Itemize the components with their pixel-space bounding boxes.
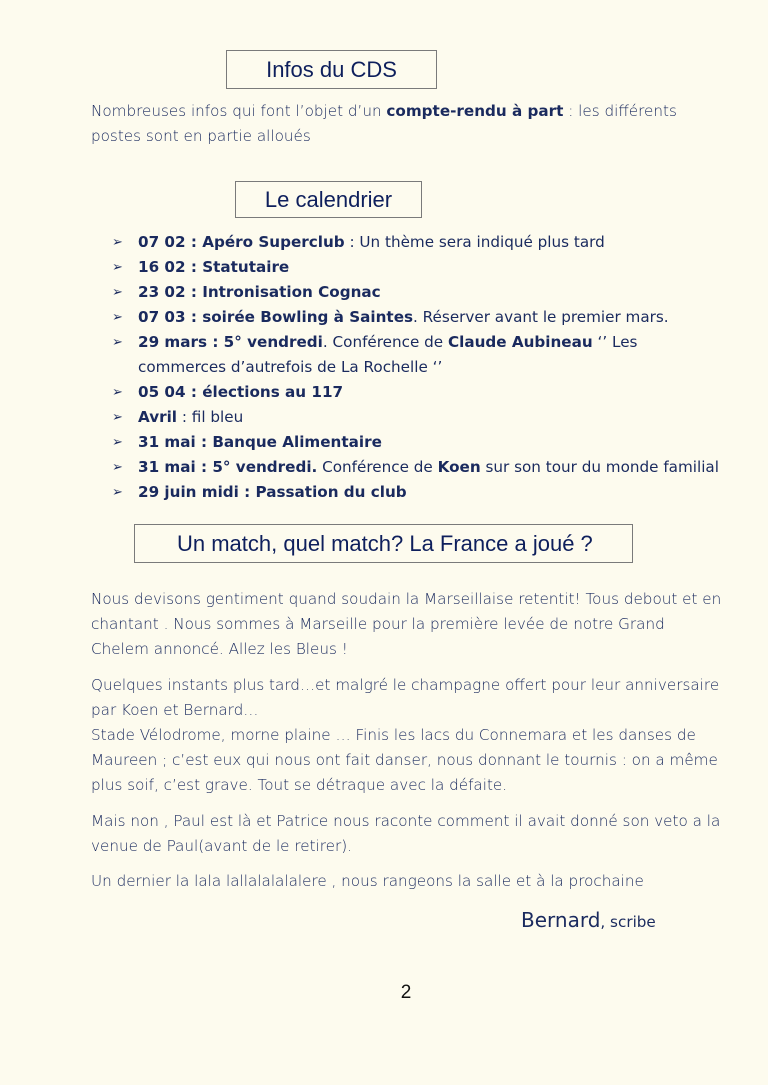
calendar-item-text-2: sur son tour du monde familial [480, 458, 719, 476]
match-paragraph-2-line-1: Quelques instants plus tard…et malgré le champagne offert pour leur anniversaire par Koen et Bernard… [91, 676, 720, 719]
arrow-bullet-icon: ➢ [112, 335, 123, 350]
calendar-item-date: 07 03 : soirée Bowling à Saintes [138, 308, 414, 326]
infos-text-before: Nombreuses infos qui font l’objet d’un [91, 102, 387, 120]
arrow-bullet-icon: ➢ [112, 410, 123, 425]
list-item [110, 455, 730, 480]
list-item [110, 405, 730, 430]
signature-name: Bernard [521, 908, 601, 932]
calendar-item-date: 31 mai : 5° vendredi. [138, 458, 318, 476]
calendar-item-text: : fil bleu [177, 408, 244, 426]
calendar-item-text: Conférence de [317, 458, 438, 476]
arrow-bullet-icon: ➢ [112, 485, 123, 500]
arrow-bullet-icon: ➢ [112, 310, 123, 325]
infos-paragraph [91, 99, 727, 149]
calendar-item-date: 05 04 : élections au 117 [138, 383, 344, 401]
calendar-item-date: 29 mars : 5° vendredi [138, 333, 323, 351]
arrow-bullet-icon: ➢ [112, 460, 123, 475]
match-paragraph-1: Nous devisons gentiment quand soudain la Marseillaise retentit! Tous debout et en chantant . Nous sommes à Marseille pour la première levée de notre Grand Chelem annoncé. Allez les Bleus ! [91, 590, 722, 658]
calendar-item-date: 31 mai : Banque Alimentaire [138, 433, 382, 451]
calendar-list [110, 230, 730, 505]
infos-text-after: : les différents postes sont en partie alloués [91, 102, 677, 145]
list-item [110, 255, 730, 280]
list-item [110, 230, 730, 255]
section-title-match: Un match, quel match? La France a joué ? [134, 524, 633, 563]
calendar-item-speaker: Koen [437, 458, 481, 476]
calendar-item-text: . Réserver avant le premier mars. [413, 308, 669, 326]
list-item [110, 430, 730, 455]
arrow-bullet-icon: ➢ [112, 235, 123, 250]
page-number: 2 [400, 982, 412, 1003]
arrow-bullet-icon: ➢ [112, 260, 123, 275]
match-paragraph-2-line-2: Stade Vélodrome, morne plaine … Finis les lacs du Connemara et les danses de Maureen ; c’est eux qui nous ont fait danser, nous donnant le tournis : on a même plus soif, c’est grave. Tout se détraque avec la défaite. [91, 726, 718, 794]
calendar-item-text: . Conférence de [322, 333, 448, 351]
match-paragraph-2 [91, 673, 727, 798]
calendar-item-date: 16 02 : Statutaire [138, 258, 290, 276]
signature [521, 906, 656, 936]
section-title-calendar: Le calendrier [235, 181, 422, 218]
arrow-bullet-icon: ➢ [112, 285, 123, 300]
signature-role: , scribe [600, 913, 656, 931]
arrow-bullet-icon: ➢ [112, 435, 123, 450]
infos-text-bold: compte-rendu à part [386, 102, 564, 120]
match-paragraph-4: Un dernier la lala lallalalalalere , nous rangeons la salle et à la prochaine [91, 872, 644, 890]
calendar-item-date: 07 02 : Apéro Superclub [138, 233, 345, 251]
calendar-item-date: 29 juin midi : Passation du club [138, 483, 407, 501]
section-title-infos: Infos du CDS [226, 50, 437, 89]
list-item [110, 480, 730, 505]
list-item [110, 305, 730, 330]
arrow-bullet-icon: ➢ [112, 385, 123, 400]
calendar-item-text-2: ‘’ Les commerces d’autrefois de La Rochelle ‘’ [138, 333, 638, 376]
list-item [110, 330, 730, 380]
calendar-item-date: 23 02 : Intronisation Cognac [138, 283, 381, 301]
match-paragraph-3: Mais non , Paul est là et Patrice nous raconte comment il avait donné son veto a la venue de Paul(avant de le retirer). [91, 812, 721, 855]
list-item [110, 280, 730, 305]
list-item [110, 380, 730, 405]
calendar-item-text: : Un thème sera indiqué plus tard [344, 233, 605, 251]
calendar-item-date: Avril [138, 408, 178, 426]
calendar-item-speaker: Claude Aubineau [447, 333, 593, 351]
